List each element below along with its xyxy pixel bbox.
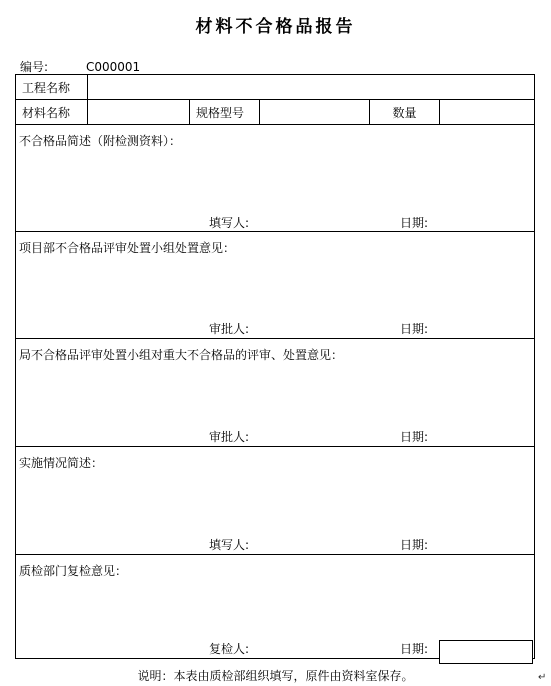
project-row bbox=[16, 75, 535, 100]
section-row bbox=[16, 125, 535, 232]
section-title: 局不合格品评审处置小组对重大不合格品的评审、处置意见： bbox=[19, 348, 344, 362]
section-row bbox=[16, 447, 535, 555]
sign-label: 审批人: bbox=[209, 322, 250, 336]
date-entry-box[interactable] bbox=[439, 640, 533, 664]
section-title: 实施情况简述： bbox=[19, 456, 104, 470]
section-implementation[interactable] bbox=[16, 447, 535, 555]
sign-label: 复检人: bbox=[209, 642, 250, 656]
section-title: 质检部门复检意见： bbox=[19, 564, 128, 578]
quantity-label: 数量 bbox=[370, 100, 440, 125]
date-label: 日期: bbox=[400, 430, 429, 444]
sign-label: 填写人: bbox=[209, 538, 250, 552]
date-label: 日期: bbox=[400, 322, 429, 336]
doc-number-label: 编号: bbox=[20, 60, 49, 74]
section-project-opinion[interactable] bbox=[16, 232, 535, 339]
section-defect-summary[interactable] bbox=[16, 125, 535, 232]
spec-value[interactable] bbox=[260, 100, 370, 125]
material-name-value[interactable] bbox=[88, 100, 190, 125]
date-label: 日期: bbox=[400, 538, 429, 552]
paragraph-mark-icon: ↵ bbox=[538, 672, 547, 683]
section-bureau-opinion[interactable] bbox=[16, 339, 535, 447]
sign-label: 审批人: bbox=[209, 430, 250, 444]
doc-number bbox=[20, 58, 140, 75]
material-row bbox=[16, 100, 535, 125]
sign-label: 填写人: bbox=[209, 216, 250, 230]
section-title: 项目部不合格品评审处置小组处置意见： bbox=[19, 241, 236, 255]
spec-label: 规格型号 bbox=[190, 100, 260, 125]
section-title: 不合格品简述（附检测资料）： bbox=[19, 134, 182, 148]
page-title: 材料不合格品报告 bbox=[195, 17, 356, 37]
report-table bbox=[15, 74, 535, 659]
material-name-label: 材料名称 bbox=[16, 100, 88, 125]
project-name-label: 工程名称 bbox=[16, 75, 88, 100]
doc-number-value: C000001 bbox=[86, 60, 141, 74]
quantity-value[interactable] bbox=[440, 100, 535, 125]
date-label: 日期: bbox=[400, 642, 429, 656]
section-row bbox=[16, 339, 535, 447]
date-label: 日期: bbox=[400, 216, 429, 230]
footer-note: 说明：本表由质检部组织填写，原件由资料室保存。 bbox=[137, 669, 414, 683]
section-row bbox=[16, 232, 535, 339]
project-name-value[interactable] bbox=[88, 75, 535, 100]
